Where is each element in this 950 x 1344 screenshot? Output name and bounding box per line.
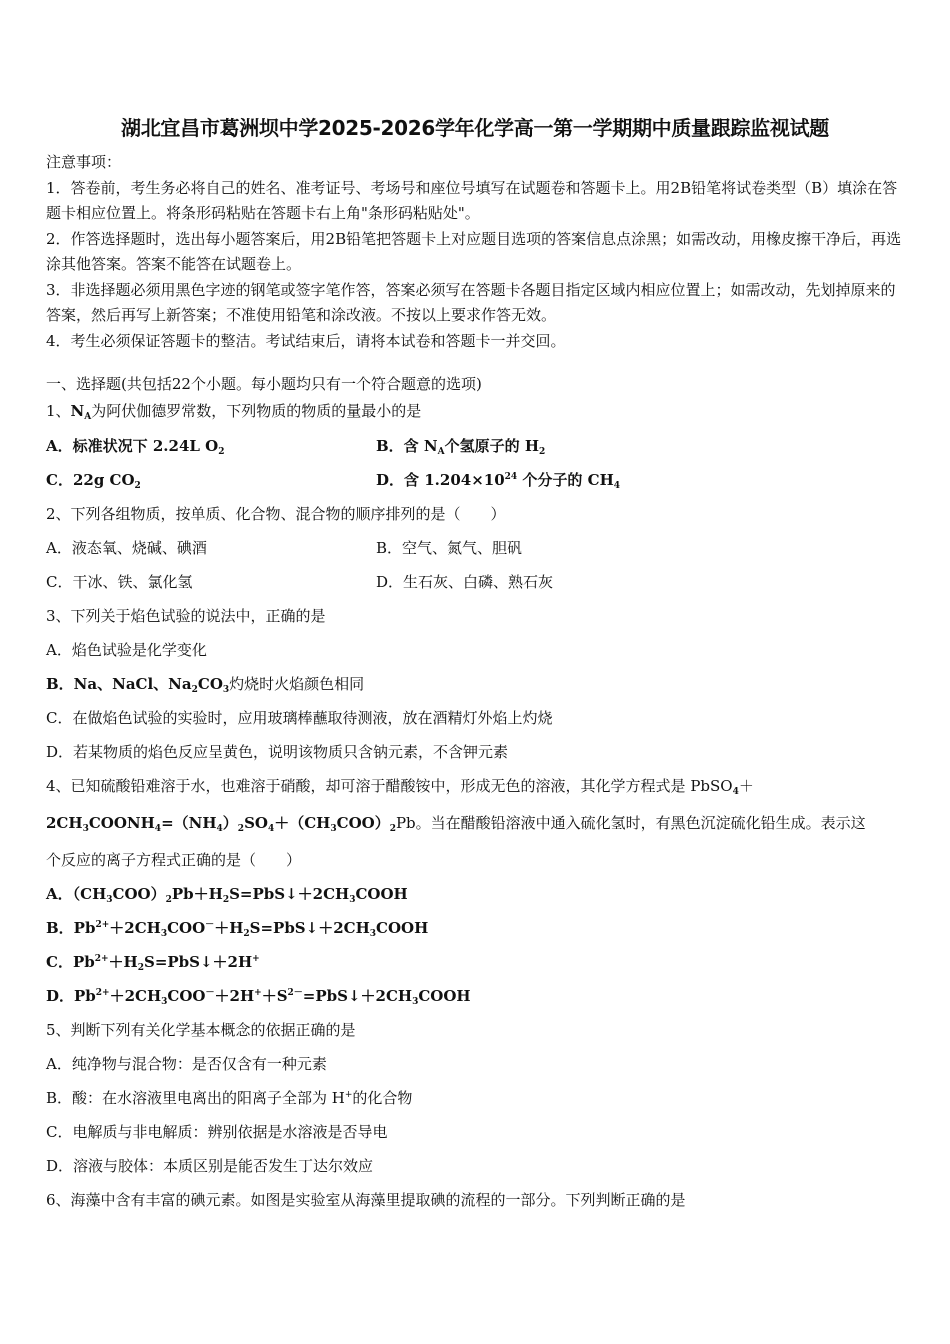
q2-option-b: B．空气、氮气、胆矾 <box>376 539 523 557</box>
q5-option-a: A．纯净物与混合物：是否仅含有一种元素 <box>46 1055 327 1073</box>
question-1-stem: 1、$N_A$为阿伏伽德罗常数，下列物质的物质的量最小的是 <box>46 402 422 422</box>
question-4-stem-line-2: $2CH_3COONH_4=(NH_4)_2SO_4+(CH_3COO)_2Pb$。当在醋酸铅溶液中通入硫化氢时，有黑色沉淀硫化铅生成。表示这 <box>46 814 866 834</box>
q2-option-c: C．干冰、铁、氯化氢 <box>46 573 193 591</box>
question-5-stem: 5、判断下列有关化学基本概念的依据正确的是 <box>46 1021 356 1039</box>
q5-option-c: C．电解质与非电解质：辨别依据是水溶液是否导电 <box>46 1123 388 1141</box>
notice-item: 2．作答选择题时，选出每小题答案后，用2B铅笔把答题卡上对应题目选项的答案信息点涂黑；如需改动，用橡皮擦干净后，再选涂其他答案。答案不能答在试题卷上。 <box>46 229 902 273</box>
section-heading: 一、选择题(共包括22个小题。每小题均只有一个符合题意的选项) <box>46 375 482 393</box>
q2-option-a: A．液态氧、烧碱、碘酒 <box>46 539 207 557</box>
notice-item: 3．非选择题必须用黑色字迹的钢笔或签字笔作答，答案必须写在答题卡各题目指定区域内相应位置上；如需改动，先划掉原来的答案，然后再写上新答案；不准使用铅笔和涂改液。不按以上要求作答无效。 <box>46 280 896 324</box>
q3-option-b: B．Na、NaCl、$Na_2CO_3$灼烧时火焰颜色相同 <box>46 675 365 695</box>
notice-heading: 注意事项： <box>46 153 122 171</box>
notice-item: 1．答卷前，考生务必将自己的姓名、准考证号、考场号和座位号填写在试题卷和答题卡上。用2B铅笔将试卷类型（B）填涂在答题卡相应位置上。将条形码粘贴在答题卡右上角"条形码粘贴处"。 <box>46 178 898 222</box>
q1-option-a: A．标准状况下 2.24L $O_2$ <box>46 437 225 457</box>
q1-option-c: C．22g $CO_2$ <box>46 471 141 491</box>
notice-block <box>46 150 908 354</box>
question-4-stem-line-3: 个反应的离子方程式正确的是（ ） <box>46 851 302 869</box>
q1-option-b: B．含 $N_A$个氢原子的 $H_2$ <box>376 437 546 457</box>
question-2-stem: 2、下列各组物质，按单质、化合物、混合物的顺序排列的是（ ） <box>46 505 506 523</box>
q1-option-d: D．含 $1.204\times 10^{24}$ 个分子的 $CH_4$ <box>376 471 621 491</box>
q3-option-d: D．若某物质的焰色反应呈黄色，说明该物质只含钠元素，不含钾元素 <box>46 743 509 761</box>
exam-title: 湖北宜昌市葛洲坝中学2025-2026学年化学高一第一学期期中质量跟踪监视试题 <box>121 116 829 140</box>
question-6-stem: 6、海藻中含有丰富的碘元素。如图是实验室从海藻里提取碘的流程的一部分。下列判断正确的是 <box>46 1191 686 1209</box>
question-4-stem-line-1: 4、已知硫酸铅难溶于水，也难溶于硝酸，却可溶于醋酸铵中，形成无色的溶液，其化学方程式是 PbSO$_4$＋ <box>46 777 754 797</box>
question-3-stem: 3、下列关于焰色试验的说法中，正确的是 <box>46 607 326 625</box>
q4-option-d: D．$Pb^{2+}+2CH_3COO^-+2H^++S^{2-}=PbS↓+2CH_3COOH$ <box>46 987 471 1007</box>
q3-option-a: A．焰色试验是化学变化 <box>46 641 207 659</box>
q2-option-d: D．生石灰、白磷、熟石灰 <box>376 573 554 591</box>
q5-option-d: D．溶液与胶体：本质区别是能否发生丁达尔效应 <box>46 1157 374 1175</box>
q4-option-a: A．$(CH_3COO)_2Pb+H_2S=PbS↓+2CH_3COOH$ <box>46 885 408 905</box>
q4-option-c: C．$Pb^{2+}+H_2S=PbS↓+2H^+$ <box>46 953 260 973</box>
q5-option-b: B．酸：在水溶液里电离出的阳离子全部为 H+的化合物 <box>46 1089 413 1107</box>
q4-option-b: B．$Pb^{2+}+2CH_3COO^-+H_2S=PbS↓+2CH_3COOH$ <box>46 919 429 939</box>
q3-option-c: C．在做焰色试验的实验时，应用玻璃棒蘸取待测液，放在酒精灯外焰上灼烧 <box>46 709 553 727</box>
notice-item: 4．考生必须保证答题卡的整洁。考试结束后，请将本试卷和答题卡一并交回。 <box>46 331 566 350</box>
